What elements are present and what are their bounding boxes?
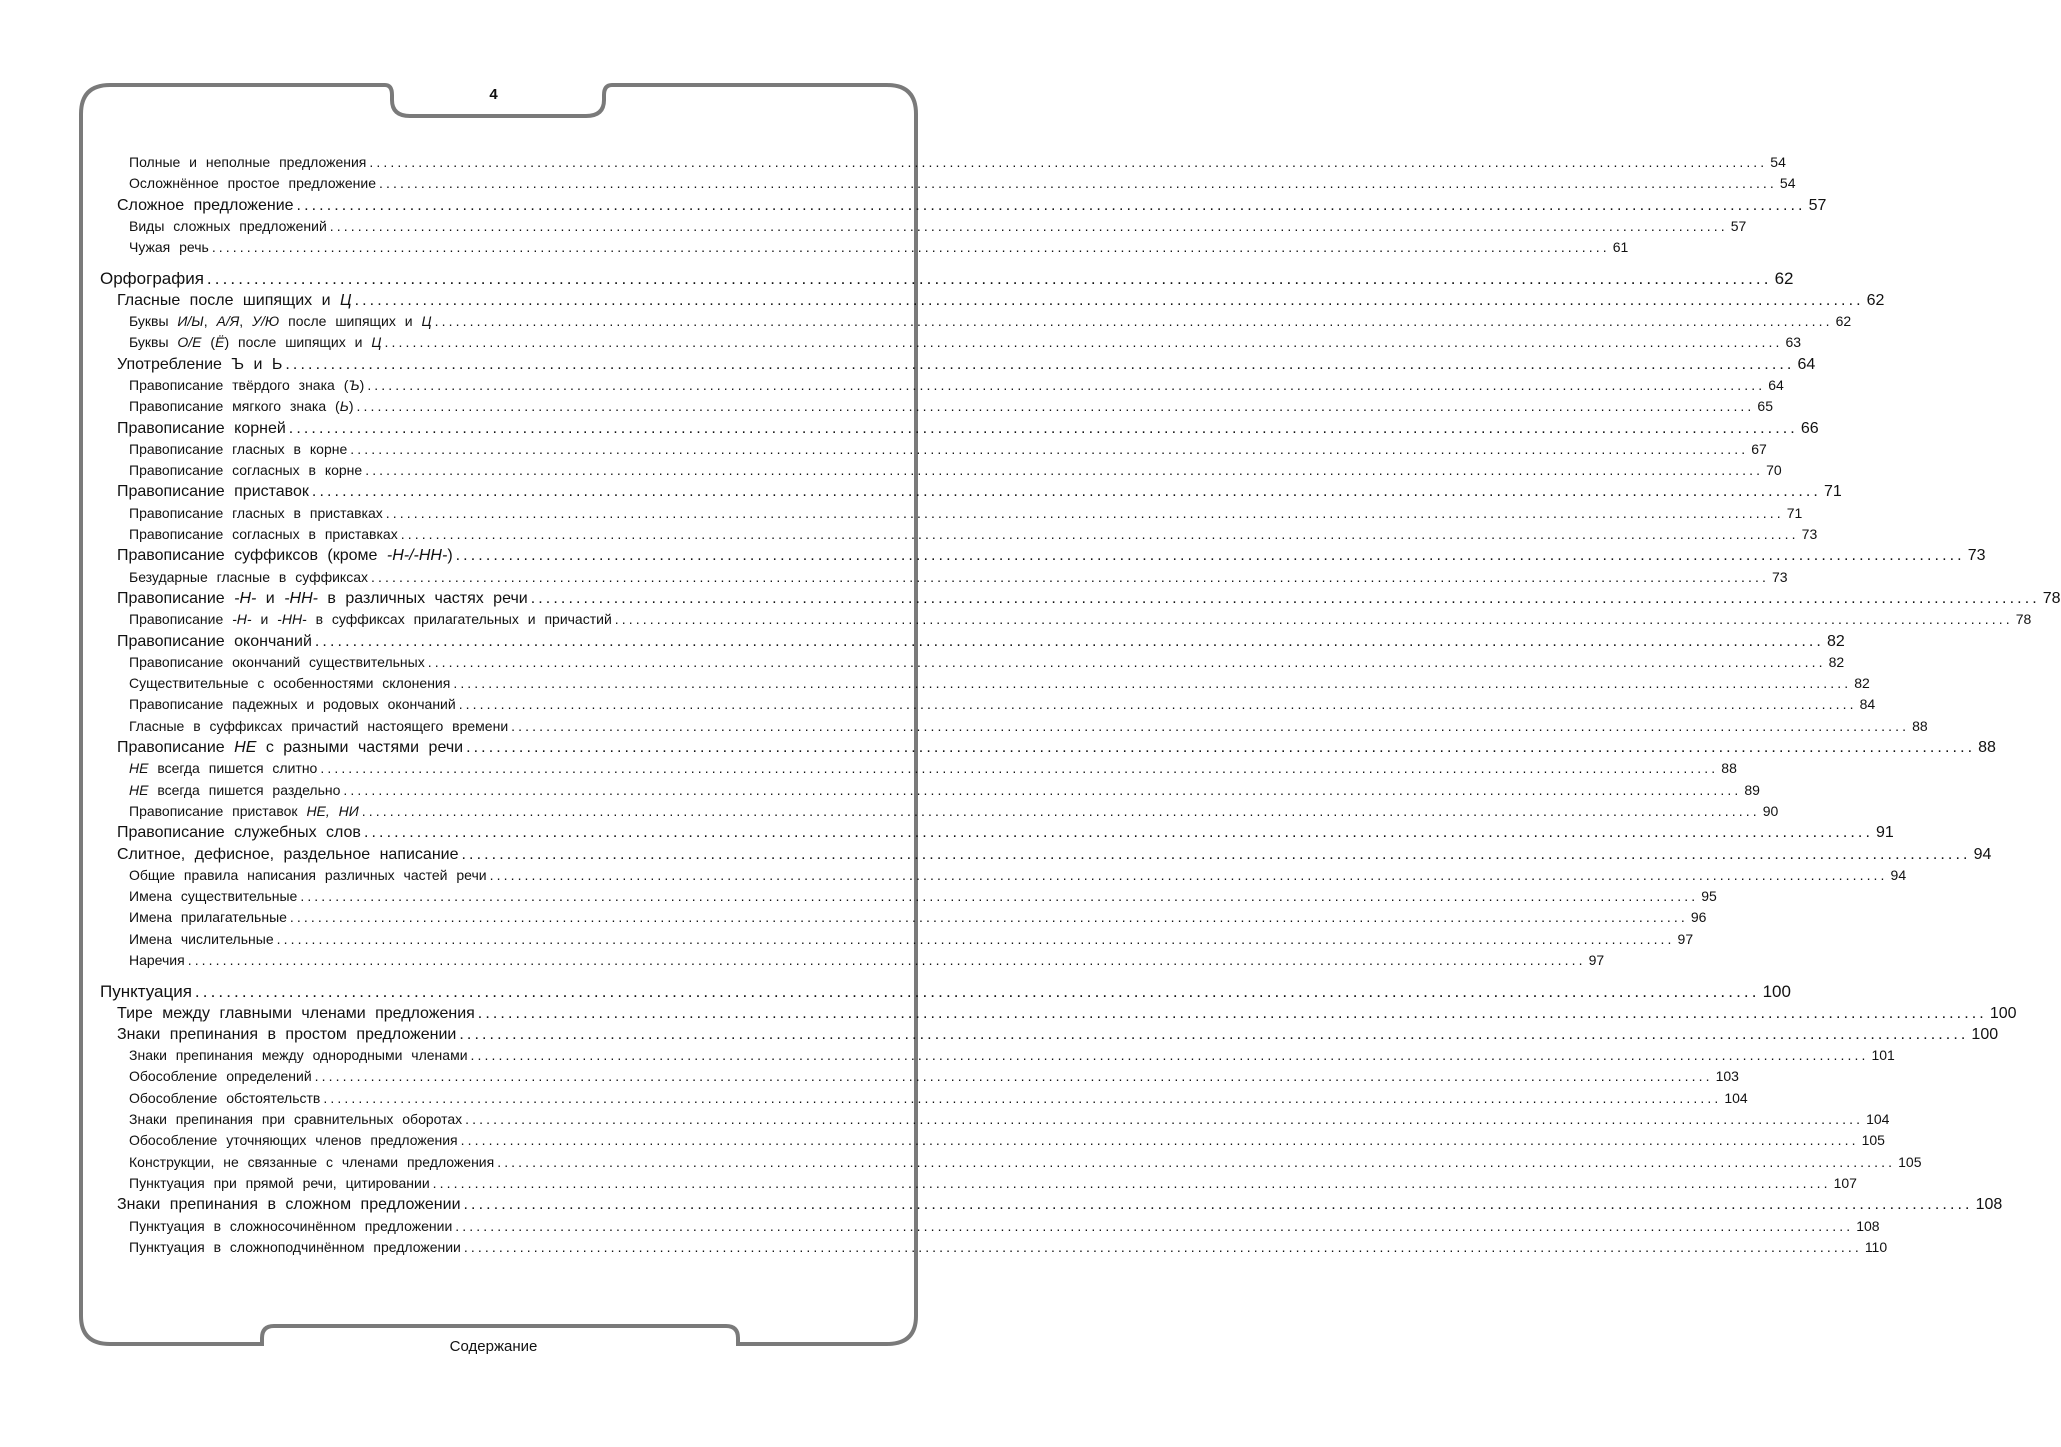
toc-entry-title (129, 907, 287, 928)
toc-entry-page: 88 (1721, 760, 1737, 777)
toc-entry-page: 110 (1864, 1238, 1888, 1255)
dot-leader: ........................................................................................................................................................................................................ (470, 1047, 1869, 1064)
toc-entry-title (129, 801, 359, 822)
title-segment: Правописание гласных в корне (129, 440, 348, 457)
toc-entry[interactable] (100, 1066, 1739, 1087)
title-segment: Виды сложных предложений (129, 217, 327, 234)
toc-entry-title (129, 1237, 461, 1258)
title-segment: после шипящих и (279, 313, 422, 330)
toc-entry[interactable] (100, 567, 1788, 588)
title-segment: Пунктуация (100, 982, 192, 1002)
title-segment: Ё (215, 334, 225, 351)
dot-leader: ........................................................................................................................................................................................................ (323, 1089, 1722, 1106)
title-segment: Ц (371, 334, 382, 351)
title-segment: -Н-/-НН- (386, 547, 448, 565)
title-segment: НЕ (129, 760, 149, 777)
toc-entry-title (117, 631, 312, 652)
toc-entry-page: 64 (1797, 355, 1816, 373)
dot-leader: ........................................................................................................................................................................................................ (458, 696, 1857, 713)
toc-entry-page: 97 (1677, 930, 1694, 947)
dot-leader: ........................................................................................................................................................................................................ (432, 1174, 1831, 1191)
title-segment: Обособление обстоятельств (129, 1089, 321, 1106)
toc-entry-page: 66 (1800, 419, 1819, 437)
toc-entry-title (129, 950, 185, 971)
title-segment: с разными частями речи (256, 739, 464, 757)
toc-entry[interactable] (100, 737, 1996, 758)
toc-entry-page: 82 (1826, 632, 1845, 650)
title-segment: Правописание (117, 739, 235, 757)
toc-entry-page: 94 (1890, 866, 1907, 883)
toc-entry-page: 67 (1751, 440, 1767, 457)
toc-entry-page: 54 (1779, 175, 1796, 192)
dot-leader: ........................................................................................................................................................................................................ (320, 760, 1719, 777)
toc-entry-page: 61 (1612, 239, 1629, 256)
toc-entry-title (129, 332, 382, 353)
toc-entry[interactable] (100, 237, 1629, 258)
toc-entry-title (129, 1109, 462, 1130)
title-segment: Правописание приставок (117, 483, 309, 501)
toc-entry-title (100, 981, 192, 1002)
title-segment: , (239, 313, 253, 330)
toc-entry-page: 105 (1861, 1132, 1885, 1149)
toc-entry[interactable] (100, 844, 1992, 865)
title-segment: Правописание гласных в приставках (129, 504, 383, 521)
title-segment: Правописание корней (117, 419, 286, 437)
title-segment: Употребление Ъ и Ь (117, 355, 283, 373)
title-segment: Полные и неполные предложения (129, 154, 367, 170)
toc-entry[interactable] (100, 173, 1796, 194)
dot-leader: ........................................................................................................................................................................................................ (434, 313, 1833, 330)
toc-entry[interactable] (100, 981, 1791, 1002)
toc-entry[interactable] (100, 1024, 1999, 1045)
toc-entry-title (129, 1173, 430, 1194)
title-segment: и (256, 589, 285, 607)
toc-entry[interactable] (100, 694, 1876, 715)
toc-entry-page: 57 (1730, 217, 1747, 234)
title-segment: О/Е (177, 334, 202, 351)
toc-entry-page: 57 (1808, 196, 1827, 214)
title-segment: -Н- (234, 589, 257, 607)
dot-leader: ........................................................................................................................................................................................................ (311, 483, 1821, 501)
title-segment: Орфография (100, 269, 204, 289)
toc-entry[interactable] (100, 503, 1803, 524)
title-segment: Безударные гласные в суффиксах (129, 568, 368, 585)
dot-leader: ........................................................................................................................................................................................................ (400, 526, 1799, 543)
toc-entry-title (129, 152, 366, 173)
toc-entry[interactable] (100, 439, 1767, 460)
title-segment: ) (447, 547, 453, 565)
toc-entry-page: 78 (2042, 589, 2061, 607)
toc-entry-title (129, 1045, 468, 1066)
dot-leader: ........................................................................................................................................................................................................ (489, 866, 1888, 883)
dot-leader: ........................................................................................................................................................................................................ (453, 675, 1852, 692)
toc-entry-page: 73 (1967, 547, 1986, 565)
toc-entry-page: 54 (1770, 154, 1786, 170)
title-segment: Правописание (117, 589, 235, 607)
toc-entry-title (129, 460, 362, 481)
title-segment: и (251, 611, 278, 628)
title-segment: Пунктуация при прямой речи, цитировании (129, 1174, 430, 1191)
title-segment: Буквы (129, 313, 178, 330)
title-segment: Слитное, дефисное, раздельное написание (117, 845, 459, 863)
dot-leader: ........................................................................................................................................................................................................ (497, 1153, 1896, 1170)
dot-leader: ........................................................................................................................................................................................................ (455, 547, 1965, 565)
toc-entry[interactable] (100, 418, 1819, 439)
toc-entry[interactable] (100, 1173, 1857, 1194)
title-segment: -НН- (277, 611, 307, 628)
toc-entry-title (129, 396, 353, 417)
toc-entry-page: 62 (1835, 313, 1852, 330)
toc-entry-title (129, 886, 297, 907)
toc-entry[interactable] (100, 1045, 1895, 1066)
toc-entry-page: 100 (1989, 1004, 2017, 1022)
page-number: 4 (489, 86, 498, 103)
toc-entry-page: 108 (1856, 1217, 1880, 1234)
toc-entry[interactable] (100, 524, 1818, 545)
toc-entry-title (129, 673, 450, 694)
toc-entry-page: 70 (1766, 462, 1782, 479)
dot-leader: ........................................................................................................................................................................................................ (477, 1004, 1987, 1022)
title-segment: Сложное предложение (117, 196, 294, 214)
title-segment: всегда пишется раздельно (148, 781, 341, 798)
toc-entry-title (129, 865, 487, 886)
toc-entry-page: 105 (1898, 1153, 1922, 1170)
toc-entry[interactable] (100, 1109, 1890, 1130)
toc-entry-page: 89 (1744, 781, 1760, 798)
title-segment: НЕ, НИ (306, 802, 359, 819)
title-segment: ) (348, 398, 354, 415)
toc-entry[interactable] (100, 311, 1852, 332)
toc-entry[interactable] (100, 1003, 2017, 1024)
dot-leader: ........................................................................................................................................................................................................ (276, 930, 1675, 947)
dot-leader: ........................................................................................................................................................................................................ (288, 419, 1798, 437)
title-segment: Правописание мягкого знака ( (129, 398, 340, 415)
title-segment: И/Ы (177, 313, 204, 330)
dot-leader: ........................................................................................................................................................................................................ (363, 824, 1873, 842)
title-segment: ) (359, 376, 365, 393)
toc-entry-title (129, 1216, 452, 1237)
title-segment: Правописание (129, 611, 233, 628)
title-segment: Гласные после шипящих и (117, 291, 340, 309)
toc-entry-title (129, 1066, 312, 1087)
title-segment: НЕ (234, 739, 257, 757)
title-segment: ( (201, 334, 216, 351)
toc-entry-title (100, 268, 204, 289)
title-segment: Правописание твёрдого знака ( (129, 376, 349, 393)
toc-entry[interactable] (100, 631, 1845, 652)
dot-leader: ........................................................................................................................................................................................................ (385, 504, 1784, 521)
dot-leader: ........................................................................................................................................................................................................ (194, 982, 1760, 1002)
toc-entry[interactable] (100, 1237, 1888, 1258)
dot-leader: ........................................................................................................................................................................................................ (285, 355, 1795, 373)
title-segment: Ь (339, 398, 349, 415)
toc-entry[interactable] (100, 929, 1694, 950)
title-segment: в суффиксах прилагательных и причастий (306, 611, 612, 628)
dot-leader: ........................................................................................................................................................................................................ (459, 1025, 1969, 1043)
toc-entry[interactable] (100, 375, 1784, 396)
title-segment: А/Я (216, 313, 240, 330)
dot-leader: ........................................................................................................................................................................................................ (206, 269, 1772, 289)
toc-entry-title (129, 216, 327, 237)
title-segment: Тире между главными членами предложения (117, 1004, 475, 1022)
title-segment: Правописание приставок (129, 802, 307, 819)
toc-entry-title (129, 652, 425, 673)
title-segment: , (203, 313, 217, 330)
toc-entry-page: 73 (1771, 568, 1788, 585)
dot-leader: ........................................................................................................................................................................................................ (378, 175, 1777, 192)
toc-entry-title (129, 758, 317, 779)
toc-entry-title (129, 609, 612, 630)
toc-entry-title (117, 844, 459, 865)
toc-entry[interactable] (100, 481, 1842, 502)
toc-entry-title (129, 173, 376, 194)
title-segment: У/Ю (252, 313, 280, 330)
dot-leader: ........................................................................................................................................................................................................ (314, 1068, 1713, 1085)
toc-entry-title (117, 354, 282, 375)
toc-entry-page: 100 (1971, 1025, 1999, 1043)
dot-leader: ........................................................................................................................................................................................................ (187, 951, 1586, 968)
title-segment: Знаки препинания в сложном предложении (117, 1196, 461, 1214)
toc-entry-page: 71 (1786, 504, 1803, 521)
toc-entry[interactable] (100, 290, 1885, 311)
title-segment: Гласные в суффиксах причастий настоящего времени (129, 717, 509, 734)
toc-entry-page: 73 (1801, 526, 1818, 543)
toc-entry-title (129, 311, 432, 332)
title-segment: Знаки препинания при сравнительных оборотах (129, 1111, 463, 1128)
title-segment: Правописание суффиксов (кроме (117, 547, 387, 565)
dot-leader: ........................................................................................................................................................................................................ (530, 589, 2040, 607)
toc-entry[interactable] (100, 216, 1747, 237)
dot-leader: ........................................................................................................................................................................................................ (356, 398, 1755, 415)
toc-entry-title (117, 418, 286, 439)
title-segment: Знаки препинания между однородными членами (129, 1047, 468, 1064)
toc-entry-page: 88 (1912, 717, 1928, 734)
toc-entry-page: 104 (1724, 1089, 1748, 1106)
toc-entry-page: 65 (1757, 398, 1773, 415)
dot-leader: ........................................................................................................................................................................................................ (354, 291, 1864, 309)
toc-entry-page: 64 (1768, 376, 1784, 393)
dot-leader: ........................................................................................................................................................................................................ (614, 611, 2013, 628)
toc-entry-title (117, 481, 309, 502)
toc-entry-page: 82 (1828, 653, 1845, 670)
toc-entry-title (129, 780, 340, 801)
dot-leader: ........................................................................................................................................................................................................ (384, 334, 1783, 351)
title-segment: Правописание окончаний существительных (129, 653, 425, 670)
dot-leader: ........................................................................................................................................................................................................ (314, 632, 1824, 650)
title-segment: Правописание падежных и родовых окончаний (129, 696, 456, 713)
dot-leader: ........................................................................................................................................................................................................ (369, 154, 1768, 170)
title-segment: Чужая речь (129, 239, 209, 256)
toc-entry-page: 97 (1588, 951, 1605, 968)
toc-entry-title (117, 290, 352, 311)
title-segment: Правописание согласных в приставках (129, 526, 398, 543)
toc-entry-page: 78 (2015, 611, 2032, 628)
dot-leader: ........................................................................................................................................................................................................ (455, 1217, 1854, 1234)
toc-entry-page: 71 (1823, 483, 1842, 501)
toc-entry[interactable] (100, 1088, 1748, 1109)
dot-leader: ........................................................................................................................................................................................................ (361, 802, 1760, 819)
toc-entry-title (117, 822, 361, 843)
dot-leader: ........................................................................................................................................................................................................ (463, 1238, 1862, 1255)
dot-leader: ........................................................................................................................................................................................................ (461, 845, 1971, 863)
dot-leader: ........................................................................................................................................................................................................ (350, 440, 1749, 457)
toc-entry-title (117, 545, 453, 566)
toc-entry-title (129, 694, 456, 715)
table-of-contents (100, 152, 2061, 1258)
title-segment: всегда пишется слитно (148, 760, 318, 777)
toc-entry[interactable] (100, 152, 1786, 173)
running-footer: Содержание (449, 1338, 538, 1355)
title-segment: -Н- (232, 611, 252, 628)
toc-entry-title (129, 237, 209, 258)
toc-entry[interactable] (100, 758, 1737, 779)
toc-entry[interactable] (100, 886, 1717, 907)
toc-entry-title (129, 439, 347, 460)
toc-entry[interactable] (100, 822, 1894, 843)
toc-entry[interactable] (100, 609, 2032, 630)
toc-entry-title (129, 503, 383, 524)
title-segment: Конструкции, не связанные с членами предложения (129, 1153, 495, 1170)
toc-entry-title (117, 1003, 475, 1024)
title-segment: Обособление уточняющих членов предложения (129, 1132, 458, 1149)
dot-leader: ........................................................................................................................................................................................................ (329, 217, 1728, 234)
dot-leader: ........................................................................................................................................................................................................ (511, 717, 1910, 734)
toc-entry[interactable] (100, 801, 1779, 822)
toc-entry-page: 103 (1715, 1068, 1739, 1085)
title-segment: Наречия (129, 951, 185, 968)
dot-leader: ........................................................................................................................................................................................................ (365, 462, 1764, 479)
toc-entry-page: 82 (1854, 675, 1870, 692)
toc-entry-title (129, 375, 364, 396)
toc-entry[interactable] (100, 865, 1907, 886)
title-segment: НЕ (129, 781, 149, 798)
toc-entry-title (117, 1024, 456, 1045)
toc-entry-page: 101 (1871, 1047, 1895, 1064)
dot-leader: ........................................................................................................................................................................................................ (300, 888, 1699, 905)
toc-entry[interactable] (100, 1130, 1885, 1151)
toc-entry-page: 96 (1690, 909, 1707, 926)
title-segment: Существительные с особенностями склонения (129, 675, 451, 692)
toc-entry-title (129, 1088, 320, 1109)
dot-leader: ........................................................................................................................................................................................................ (296, 196, 1806, 214)
toc-entry[interactable] (100, 716, 1928, 737)
dot-leader: ........................................................................................................................................................................................................ (427, 653, 1826, 670)
title-segment: Осложнённое простое предложение (129, 175, 376, 192)
title-segment: Правописание окончаний (117, 632, 312, 650)
toc-entry-title (129, 567, 368, 588)
toc-entry-title (129, 929, 274, 950)
toc-entry-page: 62 (1866, 291, 1885, 309)
toc-entry-page: 100 (1762, 982, 1791, 1002)
title-segment: Пунктуация в сложносочинённом предложении (129, 1217, 453, 1234)
toc-entry-title (129, 524, 398, 545)
toc-entry[interactable] (100, 673, 1870, 694)
toc-entry[interactable] (100, 652, 1845, 673)
toc-entry-page: 104 (1866, 1111, 1890, 1128)
title-segment: Ц (339, 291, 352, 309)
dot-leader: ........................................................................................................................................................................................................ (463, 1196, 1973, 1214)
toc-entry-title (117, 195, 294, 216)
title-segment: Имена числительные (129, 930, 274, 947)
title-segment: в различных частях речи (317, 589, 528, 607)
toc-entry[interactable] (100, 780, 1760, 801)
toc-entry-title (117, 588, 528, 609)
title-segment: Пунктуация в сложноподчинённом предложении (129, 1238, 461, 1255)
title-segment: ) после шипящих и (224, 334, 372, 351)
toc-entry[interactable] (100, 950, 1605, 971)
toc-entry[interactable] (100, 268, 1794, 289)
toc-entry[interactable] (100, 195, 1827, 216)
toc-entry-title (117, 737, 463, 758)
title-segment: Знаки препинания в простом предложении (117, 1025, 457, 1043)
toc-entry[interactable] (100, 460, 1782, 481)
toc-entry-title (117, 1194, 461, 1215)
title-segment: Обособление определений (129, 1068, 312, 1085)
dot-leader: ........................................................................................................................................................................................................ (289, 909, 1688, 926)
toc-entry-page: 88 (1978, 739, 1996, 757)
toc-entry-page: 62 (1774, 269, 1794, 289)
toc-entry-title (129, 1152, 494, 1173)
title-segment: Имена существительные (129, 888, 298, 905)
toc-entry-page: 91 (1876, 824, 1894, 842)
toc-entry-page: 108 (1975, 1196, 2003, 1214)
toc-entry-page: 94 (1973, 845, 1992, 863)
title-segment: Имена прилагательные (129, 909, 287, 926)
dot-leader: ........................................................................................................................................................................................................ (211, 239, 1610, 256)
toc-entry[interactable] (100, 1152, 1922, 1173)
dot-leader: ........................................................................................................................................................................................................ (465, 1111, 1864, 1128)
toc-entry[interactable] (100, 588, 2061, 609)
dot-leader: ........................................................................................................................................................................................................ (367, 376, 1766, 393)
toc-entry[interactable] (100, 354, 1816, 375)
dot-leader: ........................................................................................................................................................................................................ (466, 739, 1976, 757)
toc-entry-page: 84 (1859, 696, 1876, 713)
title-segment: -НН- (284, 589, 318, 607)
toc-entry-title (129, 716, 508, 737)
title-segment: Правописание служебных слов (117, 824, 361, 842)
toc-entry[interactable] (100, 1194, 2003, 1215)
toc-entry[interactable] (100, 396, 1773, 417)
toc-entry-page: 63 (1785, 334, 1802, 351)
toc-entry[interactable] (100, 1216, 1880, 1237)
title-segment: Ъ (348, 376, 360, 393)
toc-entry-title (129, 1130, 458, 1151)
toc-entry[interactable] (100, 907, 1707, 928)
dot-leader: ........................................................................................................................................................................................................ (460, 1132, 1859, 1149)
title-segment: Правописание согласных в корне (129, 462, 363, 479)
toc-entry[interactable] (100, 332, 1802, 353)
dot-leader: ........................................................................................................................................................................................................ (343, 781, 1742, 798)
title-segment: Общие правила написания различных частей речи (129, 866, 487, 883)
title-segment: Буквы (129, 334, 178, 351)
title-segment: Ц (421, 313, 432, 330)
toc-entry-page: 95 (1701, 888, 1717, 905)
toc-entry-page: 90 (1762, 802, 1779, 819)
toc-entry-page: 107 (1833, 1174, 1857, 1191)
toc-entry[interactable] (100, 545, 1986, 566)
dot-leader: ........................................................................................................................................................................................................ (371, 568, 1769, 585)
